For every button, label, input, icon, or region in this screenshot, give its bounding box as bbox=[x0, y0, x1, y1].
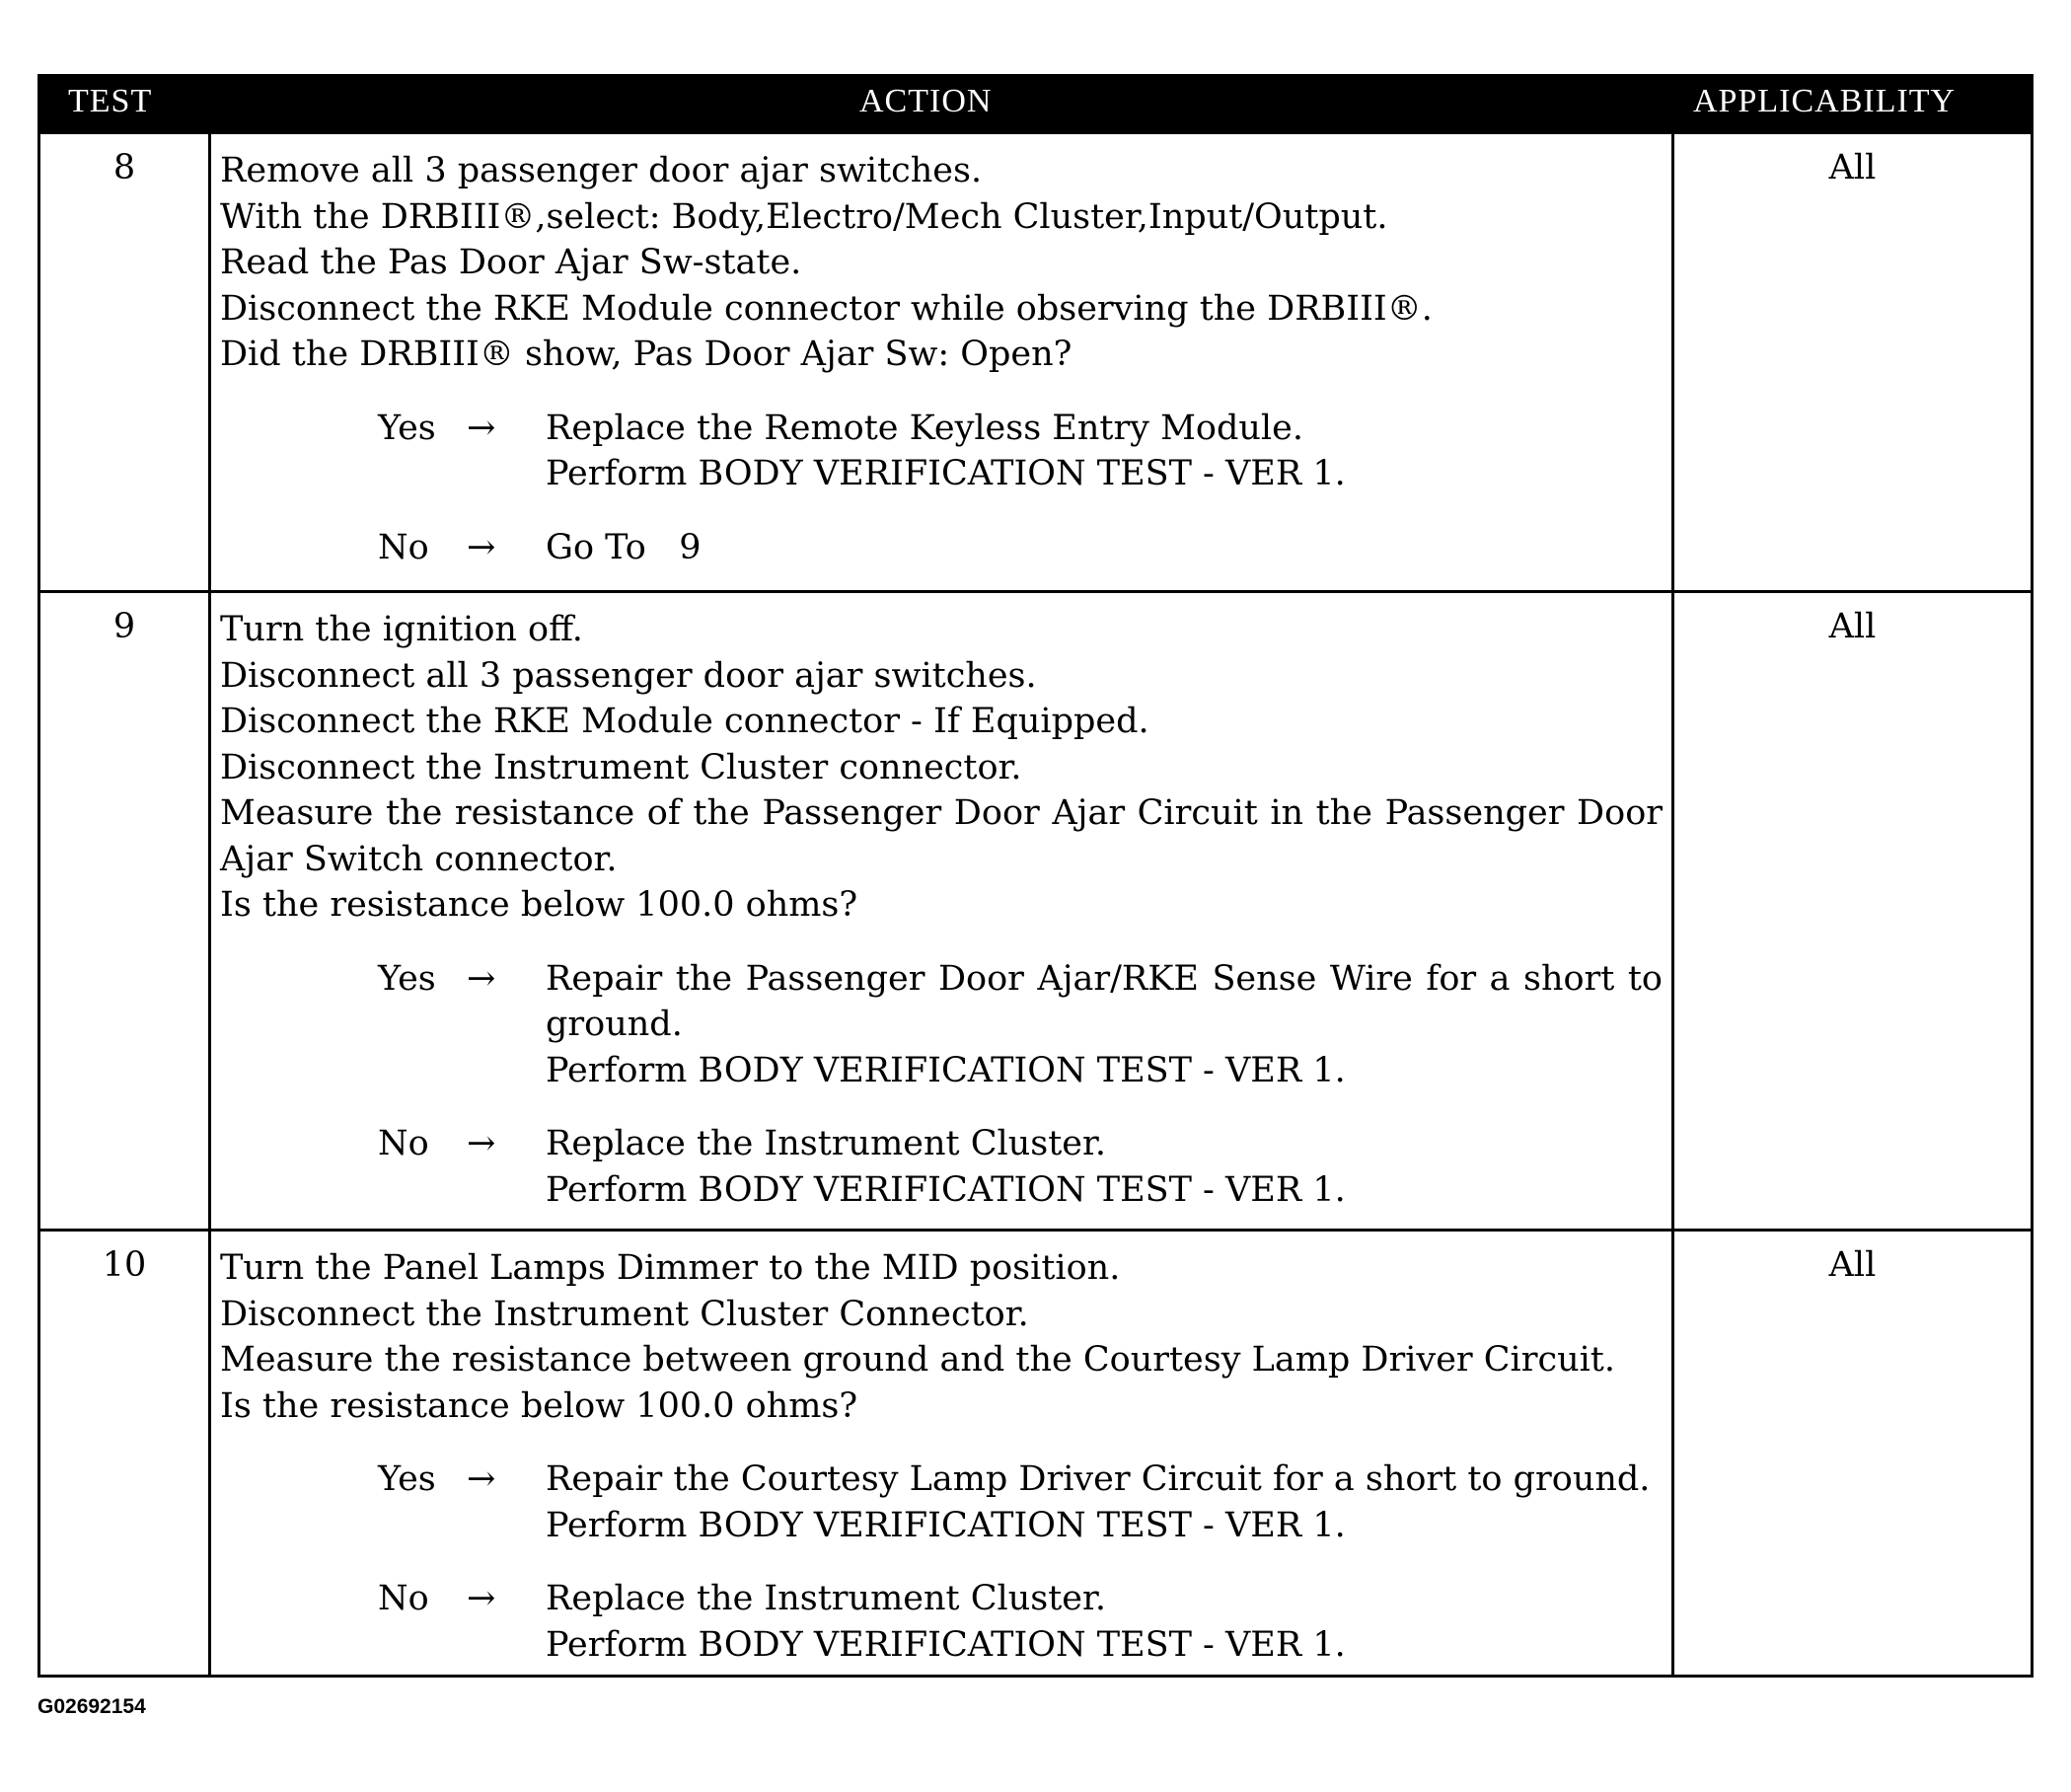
action-step: Remove all 3 passenger door ajar switches. bbox=[220, 151, 983, 190]
outcome-text: Repair the Passenger Door Ajar/RKE Sense Wire for a short to bbox=[546, 958, 1663, 999]
outcome-no bbox=[220, 525, 1663, 571]
outcome-label: No bbox=[378, 1124, 429, 1163]
outcome-label: No bbox=[378, 527, 429, 567]
action-step: Did the DRBIII® show, Pas Door Ajar Sw: Open? bbox=[220, 335, 1072, 374]
outcome-label: Yes bbox=[378, 408, 436, 448]
action-step: Disconnect the Instrument Cluster Connector. bbox=[220, 1294, 1029, 1334]
figure-code: G02692154 bbox=[37, 1695, 146, 1718]
outcome-text: Replace the Remote Keyless Entry Module. bbox=[546, 408, 1303, 448]
table-row-test-10 bbox=[40, 1232, 2031, 1678]
applicability-cell: All bbox=[1828, 148, 1877, 187]
test-number: 9 bbox=[112, 607, 136, 646]
outcome-label: Yes bbox=[378, 958, 436, 999]
action-step: Disconnect the RKE Module connector while observing the DRBIII®. bbox=[220, 288, 1433, 329]
outcome-text: Repair the Courtesy Lamp Driver Circuit for a short to ground. bbox=[546, 1459, 1651, 1499]
outcome-text: Perform BODY VERIFICATION TEST - VER 1. bbox=[546, 1050, 1346, 1090]
outcome-yes bbox=[220, 1456, 1663, 1548]
action-step: Measure the resistance between ground and the Courtesy Lamp Driver Circuit. bbox=[220, 1340, 1615, 1380]
outcome-text: Perform BODY VERIFICATION TEST - VER 1. bbox=[546, 454, 1346, 493]
outcome-text: ground. bbox=[546, 1005, 683, 1044]
outcome-no bbox=[220, 1121, 1663, 1213]
outcome-text: Go To 9 bbox=[546, 527, 702, 567]
action-step: Disconnect the Instrument Cluster connector. bbox=[220, 747, 1022, 787]
arrow-right-icon: → bbox=[467, 408, 496, 448]
action-step: Ajar Switch connector. bbox=[220, 839, 618, 879]
action-step: Measure the resistance of the Passenger Door Ajar Circuit in the Passenger Door bbox=[220, 793, 1663, 833]
table-row-test-9 bbox=[40, 593, 2031, 1229]
arrow-right-icon: → bbox=[467, 1579, 496, 1618]
table-row-test-8 bbox=[40, 134, 2031, 590]
action-step: With the DRBIII®,select: Body,Electro/Mech Cluster,Input/Output. bbox=[220, 196, 1388, 237]
arrow-right-icon: → bbox=[467, 958, 496, 999]
table-header bbox=[40, 77, 2031, 134]
action-step: Read the Pas Door Ajar Sw-state. bbox=[220, 243, 802, 282]
action-step: Disconnect all 3 passenger door ajar switches. bbox=[220, 655, 1037, 696]
arrow-right-icon: → bbox=[467, 1124, 496, 1163]
action-cell bbox=[220, 607, 1663, 1213]
action-cell bbox=[220, 148, 1663, 570]
outcome-yes bbox=[220, 956, 1663, 1094]
test-number: 10 bbox=[102, 1245, 147, 1285]
outcome-yes bbox=[220, 406, 1663, 497]
action-step: Is the resistance below 100.0 ohms? bbox=[220, 1385, 858, 1426]
test-number: 8 bbox=[112, 148, 136, 187]
header-action: ACTION bbox=[859, 83, 993, 119]
applicability-cell: All bbox=[1828, 607, 1877, 646]
applicability-cell: All bbox=[1828, 1245, 1877, 1285]
outcome-label: Yes bbox=[378, 1459, 436, 1499]
header-test: TEST bbox=[68, 83, 153, 119]
diagnostic-table bbox=[37, 74, 2034, 1678]
outcome-no bbox=[220, 1576, 1663, 1668]
outcome-text: Perform BODY VERIFICATION TEST - VER 1. bbox=[546, 1505, 1346, 1545]
outcome-text: Replace the Instrument Cluster. bbox=[546, 1579, 1106, 1618]
arrow-right-icon: → bbox=[467, 1459, 496, 1499]
outcome-label: No bbox=[378, 1579, 429, 1618]
header-applicability: APPLICABILITY bbox=[1693, 83, 1957, 119]
outcome-text: Perform BODY VERIFICATION TEST - VER 1. bbox=[546, 1169, 1346, 1210]
action-step: Turn the ignition off. bbox=[220, 610, 583, 649]
action-step: Turn the Panel Lamps Dimmer to the MID position. bbox=[220, 1248, 1121, 1288]
outcome-text: Perform BODY VERIFICATION TEST - VER 1. bbox=[546, 1624, 1346, 1665]
outcome-text: Replace the Instrument Cluster. bbox=[546, 1124, 1106, 1163]
action-cell bbox=[220, 1245, 1663, 1668]
arrow-right-icon: → bbox=[467, 527, 496, 567]
action-step: Disconnect the RKE Module connector - If Equipped. bbox=[220, 702, 1149, 741]
action-step: Is the resistance below 100.0 ohms? bbox=[220, 885, 858, 925]
